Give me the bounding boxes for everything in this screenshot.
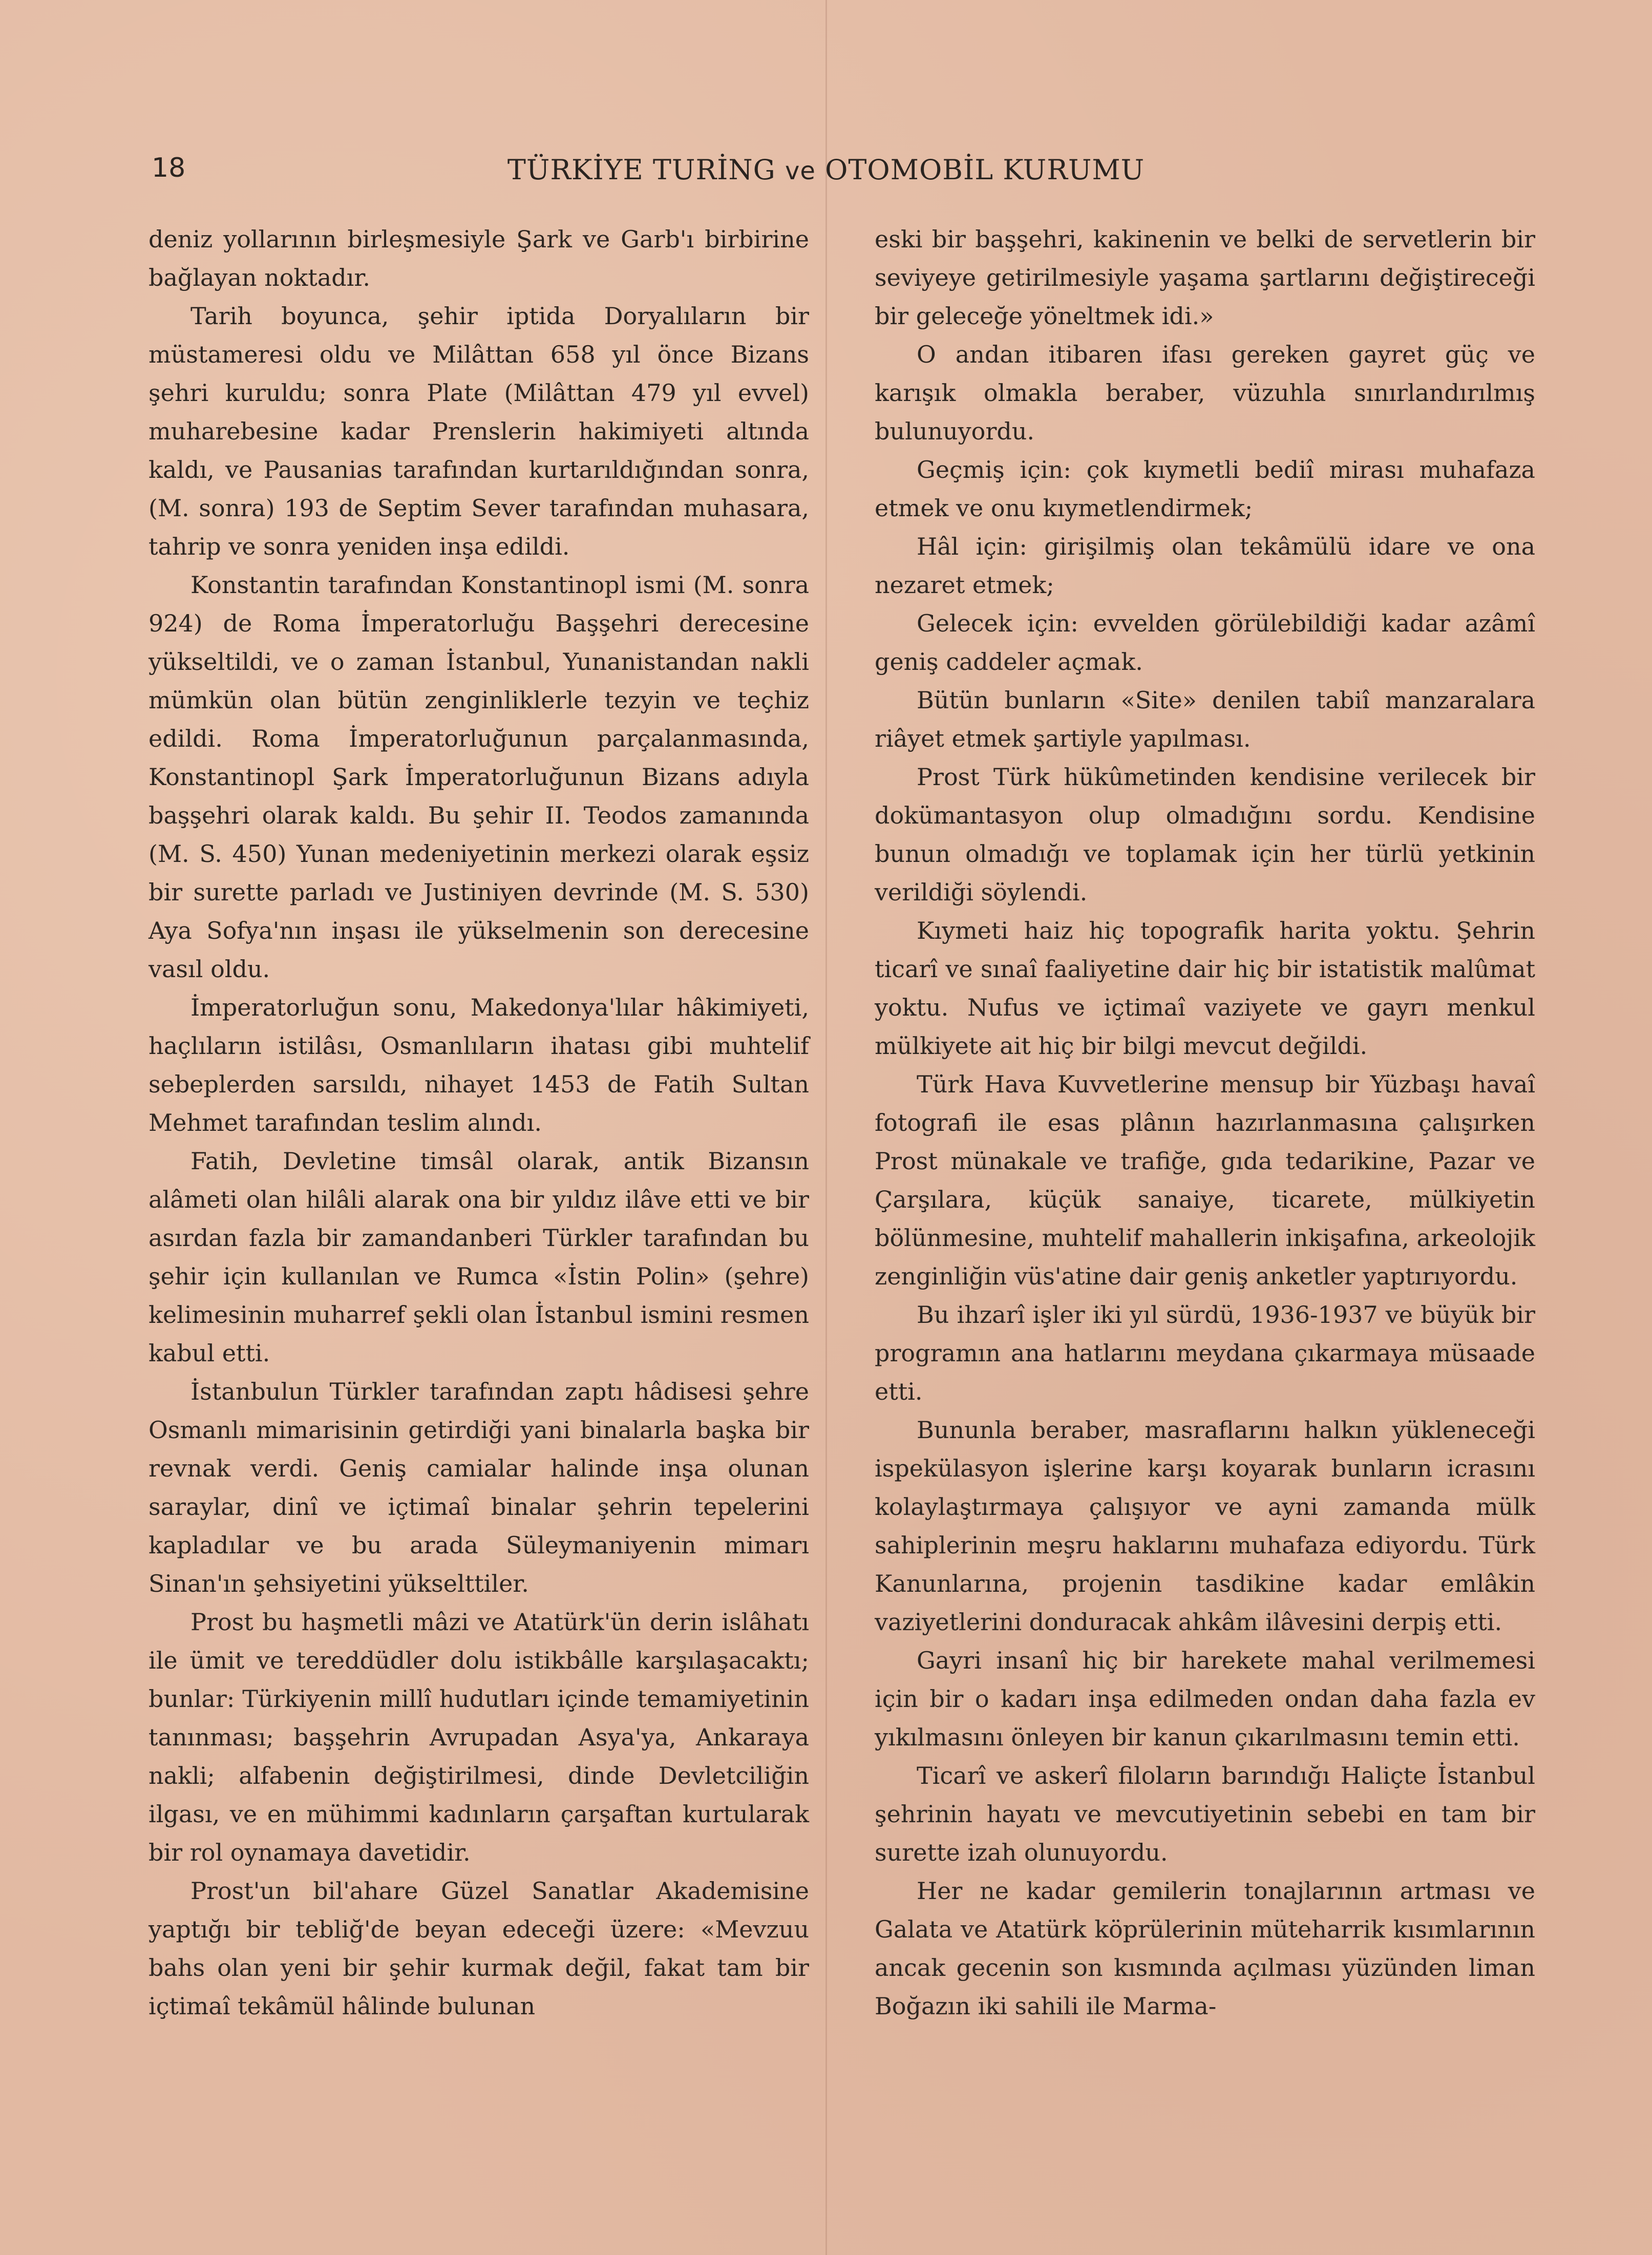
paragraph: eski bir başşehri, kakinenin ve belki de servetlerin bir seviyeye getirilmesiyle yaşama şartlarını değiştireceği bir geleceğe yöneltmek idi.» <box>875 225 1535 330</box>
paragraph: Hâl için: girişilmiş olan tekâmülü idare ve ona nezaret etmek; <box>875 533 1535 599</box>
paragraph: O andan itibaren ifası gereken gayret güç ve karışık olmakla beraber, vüzuhla sınırlandırılmış bulunuyordu. <box>875 341 1535 445</box>
paragraph: Bu ihzarî işler iki yıl sürdü, 1936-1937 ve büyük bir programın ana hatlarını meydana çıkarmaya müsaade etti. <box>875 1301 1535 1405</box>
paragraph: Prost bu haşmetli mâzi ve Atatürk'ün derin islâhatı ile ümit ve tereddüdler dolu istikbâlle karşılaşacaktı; bunlar: Türkiyenin millî hudutları içinde temamiyetinin tanınması; başşehrin Avrupadan Asya'ya, Ankaraya nakli; alfabenin değiştirilmesi, dinde Devletciliğin ilgası, ve en mühimmi kadınların çarşaftan kurtularak bir rol oynamaya davetidir. <box>149 1608 809 1866</box>
paragraph: Prost Türk hükûmetinden kendisine verilecek bir dokümantasyon olup olmadığını sordu. Kendisine bunun olmadığı ve toplamak için her türlü yetkinin verildiği söylendi. <box>875 763 1535 906</box>
paragraph: Gayri insanî hiç bir harekete mahal verilmemesi için bir o kadarı inşa edilmeden ondan daha fazla ev yıkılmasını önleyen bir kanun çıkarılmasını temin etti. <box>875 1647 1535 1751</box>
paragraph: Prost'un bil'ahare Güzel Sanatlar Akademisine yaptığı bir tebliğ'de beyan edeceği üzere: «Mevzuu bahs olan yeni bir şehir kurmak değil, fakat tam bir içtimaî tekâmül hâlinde bulunan <box>149 1877 809 2020</box>
paragraph: İstanbulun Türkler tarafından zaptı hâdisesi şehre Osmanlı mimarisinin getirdiği yani binalarla başka bir revnak verdi. Geniş camialar halinde inşa olunan saraylar, dinî ve içtimaî binalar şehrin tepelerini kapladılar ve bu arada Süleymaniyenin mimarı Sinan'ın şehsiyetini yükselttiler. <box>149 1378 809 1597</box>
header-title-ve: ve <box>785 157 816 185</box>
paragraph: Bununla beraber, masraflarını halkın yükleneceği ispekülasyon işlerine karşı koyarak bunların icrasını kolaylaştırmaya çalışıyor ve ayni zamanda mülk sahiplerinin meşru haklarını muhafaza ediyordu. Türk Kanunlarına, projenin tasdikine kadar emlâkin vaziyetlerini donduracak ahkâm ilâvesini derpiş etti. <box>875 1416 1535 1636</box>
header-title-part1: TÜRKİYE TURİNG <box>507 154 776 186</box>
paragraph: deniz yollarının birleşmesiyle Şark ve Garb'ı birbirine bağlayan noktadır. <box>149 225 809 291</box>
left-column <box>149 220 809 2026</box>
paragraph: Bütün bunların «Site» denilen tabiî manzaralara riâyet etmek şartiyle yapılması. <box>875 686 1535 752</box>
paragraph: Fatih, Devletine timsâl olarak, antik Bizansın alâmeti olan hilâli alarak ona bir yıldız ilâve etti ve bir asırdan fazla bir zamandanberi Türkler tarafından bu şehir için kullanılan ve Rumca «İstin Polin» (şehre) kelimesinin muharref şekli olan İstanbul ismini resmen kabul etti. <box>149 1147 809 1367</box>
paragraph: Kıymeti haiz hiç topografik harita yoktu. Şehrin ticarî ve sınaî faaliyetine dair hiç bir istatistik malûmat yoktu. Nufus ve içtimaî vaziyete ve gayrı menkul mülkiyete ait hiç bir bilgi mevcut değildi. <box>875 917 1535 1060</box>
paragraph: Türk Hava Kuvvetlerine mensup bir Yüzbaşı havaî fotografi ile esas plânın hazırlanmasına çalışırken Prost münakale ve trafiğe, gıda tedarikine, Pazar ve Çarşılara, küçük sanaiye, ticarete, mülkiyetin bölünmesine, muhtelif mahallerin inkişafına, arkeolojik zenginliğin vüs'atine dair geniş anketler yaptırıyordu. <box>875 1070 1535 1290</box>
running-header <box>0 154 1652 186</box>
paragraph: Konstantin tarafından Konstantinopl ismi (M. sonra 924) de Roma İmperatorluğu Başşehri derecesine yükseltildi, ve o zaman İstanbul, Yunanistandan nakli mümkün olan bütün zenginliklerle tezyin ve teçhiz edildi. Roma İmperatorluğunun parçalanmasında, Konstantinopl Şark İmperatorluğunun Bizans adıyla başşehri olarak kaldı. Bu şehir II. Teodos zamanında (M. S. 450) Yunan medeniyetinin merkezi olarak eşsiz bir surette parladı ve Justiniyen devrinde (M. S. 530) Aya Sofya'nın inşası ile yükselmenin son derecesine vasıl oldu. <box>149 571 809 983</box>
right-column <box>875 220 1535 2026</box>
paragraph: Her ne kadar gemilerin tonajlarının artması ve Galata ve Atatürk köprülerinin müteharrik kısımlarının ancak gecenin son kısmında açılması yüzünden liman Boğazın iki sahili ile Marma- <box>875 1877 1535 2020</box>
header-title-part2: OTOMOBİL KURUMU <box>825 154 1145 186</box>
paragraph: Gelecek için: evvelden görülebildiği kadar azâmî geniş caddeler açmak. <box>875 609 1535 676</box>
paragraph: Tarih boyunca, şehir iptida Doryalıların bir müstameresi oldu ve Milâttan 658 yıl önce Bizans şehri kuruldu; sonra Plate (Milâttan 479 yıl evvel) muharebesine kadar Prenslerin hakimiyeti altında kaldı, ve Pausanias tarafından kurtarıldığından sonra, (M. sonra) 193 de Septim Sever tarafından muhasara, tahrip ve sonra yeniden inşa edildi. <box>149 302 809 560</box>
paragraph: İmperatorluğun sonu, Makedonya'lılar hâkimiyeti, haçlıların istilâsı, Osmanlıların ihatası gibi muhtelif sebeplerden sarsıldı, nihayet 1453 de Fatih Sultan Mehmet tarafından teslim alındı. <box>149 994 809 1136</box>
page-number: 18 <box>152 153 186 183</box>
page-fold-line <box>825 0 827 2255</box>
paragraph: Geçmiş için: çok kıymetli bediî mirası muhafaza etmek ve onu kıymetlendirmek; <box>875 456 1535 522</box>
paragraph: Ticarî ve askerî filoların barındığı Haliçte İstanbul şehrinin hayatı ve mevcutiyetinin sebebi en tam bir surette izah olunuyordu. <box>875 1762 1535 1866</box>
